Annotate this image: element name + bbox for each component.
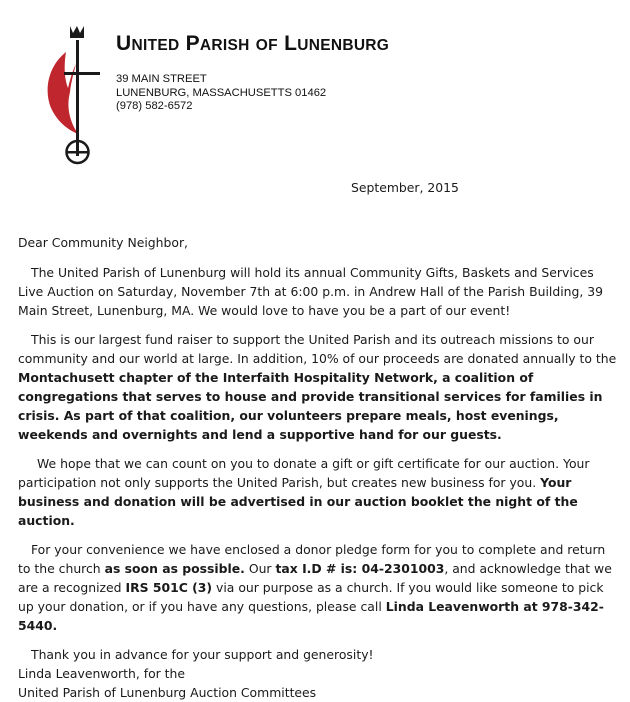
cross-icon xyxy=(76,40,79,156)
signature-name: Linda Leavenworth, for the xyxy=(18,666,186,681)
street-address: 39 MAIN STREET xyxy=(116,73,207,85)
paragraph-pledge-info: For your convenience we have enclosed a donor pledge form for you to complete and return to the church as soon as possible. Our tax I.D # is: 04-2301003, and acknowledge that we are a recognized IRS 501C (3) via our purpose as a church. If you would like someone to pick up your donation, or if you have any questions, please call Linda Leavenworth at 978-342-5440. xyxy=(18,542,612,633)
salutation: Dear Community Neighbor, xyxy=(18,235,188,250)
crown-icon xyxy=(70,26,84,38)
letter-date: September, 2015 xyxy=(351,180,459,195)
signature-committee: United Parish of Lunenburg Auction Committees xyxy=(18,685,317,700)
paragraph-donation-request: We hope that we can count on you to donate a gift or gift certificate for our auction. Your participation not only supports the United Parish, but creates new business for you. Your business and donation will be advertised in our auction booklet the night of the auction. xyxy=(18,456,590,528)
address-block xyxy=(116,73,326,114)
phone-number: (978) 582-6572 xyxy=(116,100,193,112)
paragraph-auction-announcement: The United Parish of Lunenburg will hold its annual Community Gifts, Baskets and Services Live Auction on Saturday, November 7th at 6:00 p.m. in Andrew Hall of the Parish Building, 39 Main Street, Lunenburg, MA. We would love to have you be a part of our event! xyxy=(18,265,604,318)
parish-cross-flame-logo xyxy=(40,22,102,170)
letter-body xyxy=(18,233,618,702)
flame-icon xyxy=(48,52,78,134)
paragraph-fundraiser-purpose: This is our largest fund raiser to support the United Parish and its outreach missions to our community and our world at large. In addition, 10% of our proceeds are donated annually to the Montachusett chapter of the Interfaith Hospitality Network, a coalition of congregations that serves to house and provide transitional services for families in crisis. As part of that coalition, our volunteers prepare meals, host evenings, weekends and overnights and lend a supportive hand for our guests. xyxy=(18,332,617,442)
city-state-zip: LUNENBURG, MASSACHUSETTS 01462 xyxy=(116,86,327,99)
organization-name: UNITED PARISH OF LUNENBURG xyxy=(116,32,390,55)
signature-block xyxy=(18,664,618,702)
closing-thanks: Thank you in advance for your support and generosity! xyxy=(31,647,374,662)
